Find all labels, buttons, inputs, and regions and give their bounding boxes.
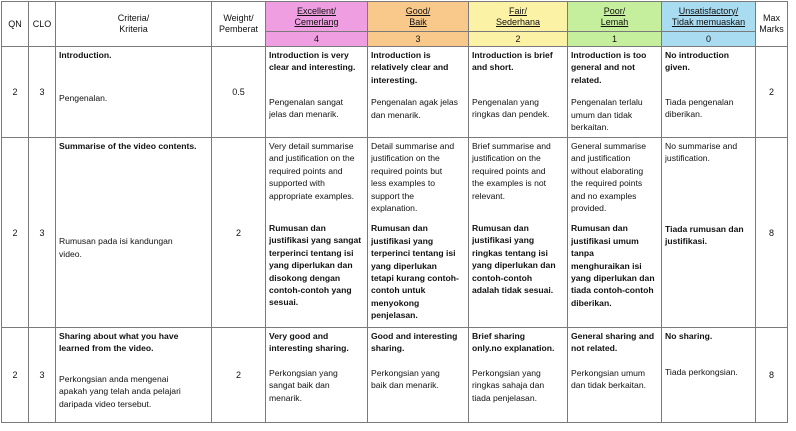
row-weight: 2 [212, 328, 266, 423]
descriptor-ms: Perkongsian yang ringkas sahaja dan tiada penjelasan. [472, 367, 545, 403]
descriptor-ms: Perkongsian yang sangat baik dan menarik. [269, 367, 338, 403]
header-qn: QN [2, 2, 29, 47]
descriptor-en: Very good and interesting sharing. [269, 331, 349, 354]
row-qn: 2 [2, 138, 29, 328]
descriptor-ms: Perkongsian umum dan tidak berkaitan. [571, 367, 647, 391]
row-criteria [56, 47, 212, 138]
cell-unsatisfactory [662, 328, 756, 423]
criteria-ms: Rumusan pada isi kandungan video. [59, 236, 173, 259]
header-clo: CLO [29, 2, 56, 47]
level-fair-label: Fair/ Sederhana [469, 2, 568, 32]
level-unsatisfactory-score: 0 [662, 32, 756, 47]
cell-fair [469, 47, 568, 138]
level-excellent-label: Excellent/ Cemerlang [266, 2, 368, 32]
row-clo: 3 [29, 328, 56, 423]
header-weight: Weight/ Pemberat [212, 2, 266, 47]
cell-fair [469, 138, 568, 328]
descriptor-en: Introduction is too general and not related. [571, 50, 647, 85]
table-row [2, 47, 788, 138]
cell-poor [568, 138, 662, 328]
cell-excellent [266, 138, 368, 328]
descriptor-en: Good and interesting sharing. [371, 331, 458, 354]
level-unsatisfactory-label: Unsatisfactory/ Tidak memuaskan [662, 2, 756, 32]
cell-good [368, 47, 469, 138]
descriptor-ms: Rumusan dan justifikasi yang terperinci tentang isi yang diperlukan tetapi kurang contoh- contoh untuk menyokong penjelasan. [371, 223, 459, 321]
criteria-ms: Pengenalan. [59, 93, 108, 104]
criteria-en: Summarise of the video contents. [59, 141, 197, 151]
row-criteria [56, 328, 212, 423]
descriptor-ms: Tiada perkongsian. [665, 367, 738, 378]
table-row [2, 138, 788, 328]
row-max-marks: 8 [756, 138, 788, 328]
descriptor-ms: Perkongsian yang baik dan menarik. [371, 367, 440, 391]
cell-unsatisfactory [662, 47, 756, 138]
cell-excellent [266, 328, 368, 423]
descriptor-en: Detail summarise and justification on the required points but less examples to support the explanation. [371, 141, 455, 214]
level-good-label: Good/ Baik [368, 2, 469, 32]
level-excellent-score: 4 [266, 32, 368, 47]
row-max-marks: 8 [756, 328, 788, 423]
descriptor-en: General summarise and justification without elaborating the required points and no examples provided. [571, 141, 646, 214]
criteria-en: Introduction. [59, 50, 112, 60]
descriptor-en: No summarise and justification. [665, 141, 738, 164]
descriptor-ms: Pengenalan agak jelas dan menarik. [371, 97, 458, 120]
cell-poor [568, 47, 662, 138]
row-criteria [56, 138, 212, 328]
descriptor-en: Very detail summarise and justification on the required points and supported with appropriate examples. [269, 141, 355, 201]
descriptor-en: Brief sharing only.no explanation. [472, 331, 555, 354]
cell-unsatisfactory [662, 138, 756, 328]
descriptor-ms: Tiada rumusan dan justifikasi. [665, 223, 744, 247]
descriptor-en: General sharing and not related. [571, 331, 655, 354]
level-good-score: 3 [368, 32, 469, 47]
row-weight: 0.5 [212, 47, 266, 138]
descriptor-en: No sharing. [665, 331, 713, 341]
descriptor-ms: Rumusan dan justifikasi umum tanpa menghuraikan isi yang diperlukan dan tiada contoh-contoh diberikan. [571, 223, 655, 308]
level-poor-score: 1 [568, 32, 662, 47]
row-weight: 2 [212, 138, 266, 328]
row-qn: 2 [2, 328, 29, 423]
table-row [2, 328, 788, 423]
descriptor-en: Brief summarise and justification on the required points and the examples is not relevant. [472, 141, 551, 201]
criteria-en: Sharing about what you have learned from the video. [59, 331, 179, 354]
cell-good [368, 328, 469, 423]
row-clo: 3 [29, 47, 56, 138]
row-clo: 3 [29, 138, 56, 328]
descriptor-ms: Rumusan dan justifikasi yang sangat terperinci tentang isi yang diperlukan dan disokong dengan contoh-contoh yang sesuai. [269, 223, 362, 308]
descriptor-en: Introduction is relatively clear and interesting. [371, 50, 449, 85]
criteria-ms: Perkongsian anda mengenai apakah yang telah anda pelajari daripada video tersebut. [59, 373, 181, 409]
level-poor-label: Poor/ Lemah [568, 2, 662, 32]
cell-excellent [266, 47, 368, 138]
cell-fair [469, 328, 568, 423]
descriptor-en: Introduction is very clear and interesting. [269, 50, 356, 73]
descriptor-ms: Tiada pengenalan diberikan. [665, 96, 734, 120]
level-fair-score: 2 [469, 32, 568, 47]
row-qn: 2 [2, 47, 29, 138]
row-max-marks: 2 [756, 47, 788, 138]
descriptor-ms: Pengenalan yang ringkas dan pendek. [472, 96, 550, 120]
descriptor-ms: Rumusan dan justifikasi yang ringkas tentang isi yang diperlukan dan contoh-contoh adalah tidak sesuai. [472, 223, 556, 296]
descriptor-en: Introduction is brief and short. [472, 50, 553, 73]
descriptor-en: No introduction given. [665, 50, 729, 73]
cell-good [368, 138, 469, 328]
descriptor-ms: Pengenalan terlalu umum dan tidak berkaitan. [571, 97, 643, 133]
header-max-marks: Max Marks [756, 2, 788, 47]
header-criteria: Criteria/ Kriteria [56, 2, 212, 47]
descriptor-ms: Pengenalan sangat jelas dan menarik. [269, 96, 344, 120]
rubric-table [1, 1, 788, 423]
cell-poor [568, 328, 662, 423]
